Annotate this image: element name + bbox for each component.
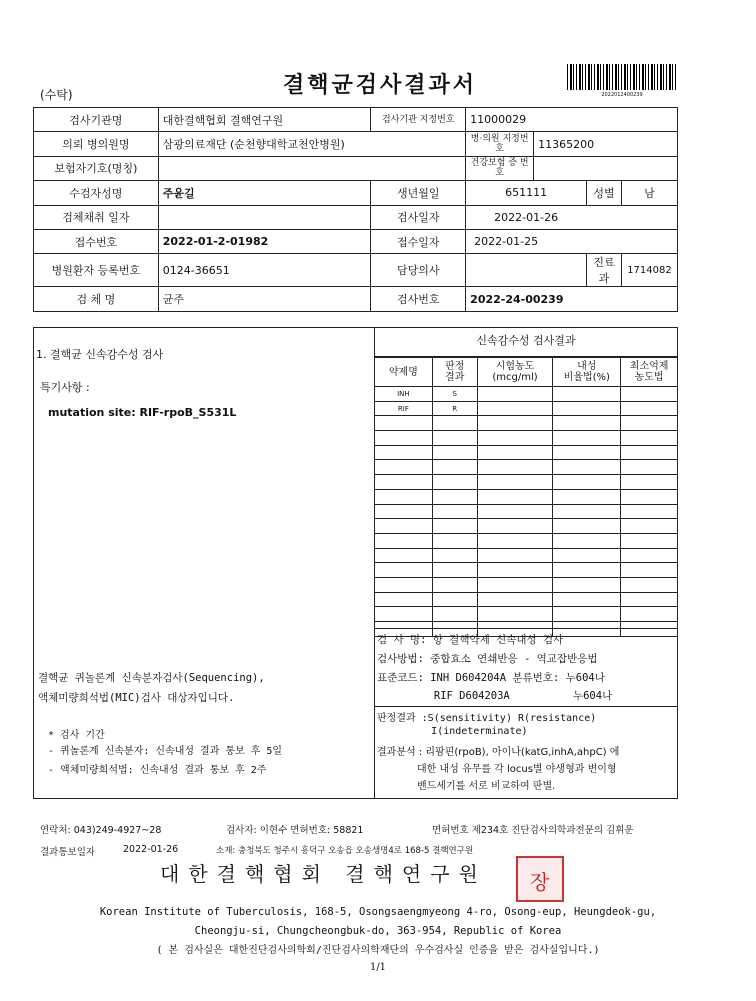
judge-line-2: I(indeterminate) [377, 726, 528, 737]
sens-cell: INH [375, 387, 433, 402]
sex-value: 남 [621, 181, 677, 205]
sens-cell [553, 445, 621, 460]
collect-label: 검체채취 일자 [34, 205, 159, 229]
test-no-label: 검사번호 [371, 287, 466, 311]
sens-cell [477, 475, 553, 490]
sens-cell [621, 445, 678, 460]
sens-cell [432, 577, 477, 592]
sens-cell [477, 416, 553, 431]
sens-cell [432, 607, 477, 622]
analysis-line-1: 결과분석 : 리팜핀(rpoB), 아이나(katG,inhA,ahpC) 에 [377, 747, 620, 758]
sens-cell [553, 563, 621, 578]
sens-cell [621, 592, 678, 607]
specimen-label: 검 체 명 [34, 287, 159, 311]
analysis-line-3: 밴드세기를 서로 비교하여 판별. [417, 781, 556, 792]
test-name: 1. 결핵균 신속감수성 검사 [36, 348, 164, 361]
sens-cell [432, 475, 477, 490]
sens-row [375, 431, 678, 446]
sens-cell [621, 401, 678, 416]
examiner: 검사자: 이현수 면허번호: 58821 [226, 825, 364, 836]
sens-cell [553, 533, 621, 548]
hospital-label: 의뢰 병의원명 [34, 132, 159, 156]
sens-cell [621, 475, 678, 490]
sens-cell [621, 548, 678, 563]
organization-name: 대한결핵협회 결핵연구원 [160, 862, 487, 886]
sens-col-header: 판정 결과 [432, 358, 477, 387]
sens-row [375, 592, 678, 607]
notice-date: 2022-01-26 [123, 844, 179, 855]
lab-no-label: 검사기관 지정번호 [371, 108, 466, 132]
sens-cell [553, 431, 621, 446]
specimen-value: 균주 [158, 287, 371, 311]
period-line-1: - 퀴놀론계 신속분자: 신속내성 결과 통보 후 5일 [48, 746, 283, 757]
sens-cell [432, 592, 477, 607]
mutation-site: mutation site: RIF-rpoB_S531L [48, 406, 237, 419]
sens-cell [553, 548, 621, 563]
sens-cell [432, 416, 477, 431]
sens-cell [477, 401, 553, 416]
sens-row [375, 533, 678, 548]
sens-cell [375, 592, 433, 607]
receipt-no-value: 2022-01-2-01982 [158, 229, 371, 253]
sens-cell [553, 387, 621, 402]
barcode [567, 64, 677, 90]
sens-row [375, 460, 678, 475]
sens-cell [477, 563, 553, 578]
receipt-no-label: 접수번호 [34, 229, 159, 253]
insurer-label: 보험자기호(명칭) [34, 156, 159, 180]
birth-value: 651111 [466, 181, 587, 205]
sens-cell: RIF [375, 401, 433, 416]
sens-cell [432, 519, 477, 534]
sens-cell [432, 445, 477, 460]
sens-cell [432, 533, 477, 548]
sens-row [375, 504, 678, 519]
sens-cell [621, 607, 678, 622]
sens-row [375, 577, 678, 592]
sens-cell [432, 548, 477, 563]
sens-cell [375, 416, 433, 431]
sens-row [375, 489, 678, 504]
judge-line-1: 판정결과 :S(sensitivity) R(resistance) [377, 713, 597, 724]
period-line-2: - 액체미량희석법: 신속내성 결과 통보 후 2주 [48, 765, 267, 776]
sens-cell [477, 504, 553, 519]
note-line-1: 결핵균 퀴놀론계 신속분자검사(Sequencing), [38, 672, 265, 684]
sens-cell [621, 431, 678, 446]
sens-row [375, 548, 678, 563]
hospital-no-label: 병·의원 지정번호 [466, 132, 534, 156]
sens-row [375, 445, 678, 460]
sens-cell [621, 489, 678, 504]
method-test-name: 검 사 명: 항 결핵약제 신속내성 검사 [377, 634, 564, 646]
barcode-number: 2022012400239 [601, 92, 643, 98]
hospital-value: 삼광의료재단 (순천향대학교천안병원) [158, 132, 465, 156]
sens-cell [432, 431, 477, 446]
lab-value: 대한결핵협회 결핵연구원 [158, 108, 371, 132]
notice-date-label: 결과통보일자 [40, 847, 96, 858]
sens-cell [375, 489, 433, 504]
insurer-value [158, 156, 465, 180]
sens-cell [477, 445, 553, 460]
sens-row [375, 401, 678, 416]
sens-row [375, 563, 678, 578]
period-title: * 검사 기간 [48, 730, 105, 741]
sens-cell [375, 519, 433, 534]
sens-cell [477, 431, 553, 446]
sens-cell [621, 533, 678, 548]
address-line-1: Korean Institute of Tuberculosis, 168-5, Osongsaengmyeong 4-ro, Osong-eup, Heungdeok-gu, [99, 906, 657, 918]
doctor-label: 담당의사 [371, 254, 466, 287]
collect-value [158, 205, 371, 229]
method-method: 검사방법: 중합효소 연쇄반응 - 역교잡반응법 [377, 653, 598, 665]
sens-cell: R [432, 401, 477, 416]
sens-cell [375, 533, 433, 548]
sens-cell [621, 460, 678, 475]
sens-cell [375, 607, 433, 622]
sens-cell [553, 489, 621, 504]
sens-cell [621, 387, 678, 402]
test-date-value: 2022-01-26 [466, 205, 678, 229]
chart-no-label: 병원환자 등록번호 [34, 254, 159, 287]
patient-info-table [33, 107, 678, 312]
sens-cell [621, 563, 678, 578]
receipt-date-label: 접수일자 [371, 229, 466, 253]
sensitivity-table [374, 357, 678, 637]
sens-cell [477, 460, 553, 475]
sens-cell [477, 592, 553, 607]
sens-cell [432, 489, 477, 504]
receipt-mark: (수탁) [40, 88, 73, 102]
sens-cell [375, 563, 433, 578]
sens-cell [621, 416, 678, 431]
health-no-value [534, 156, 678, 180]
health-no-label: 건강보험 증 번 호 [466, 156, 534, 180]
page-title: 결핵균검사결과서 [282, 72, 478, 98]
sens-cell [553, 460, 621, 475]
sensitivity-title: 신속감수성 검사결과 [374, 327, 678, 357]
birth-label: 생년월일 [371, 181, 466, 205]
notes-label: 특기사항 : [40, 381, 90, 394]
sens-cell [375, 431, 433, 446]
sens-cell [621, 577, 678, 592]
receipt-date-value: 2022-01-25 [466, 229, 678, 253]
sex-label: 성별 [586, 181, 621, 205]
sens-cell [553, 592, 621, 607]
certification-note: ( 본 검사실은 대한진단검사의학회/진단검사의학재단의 우수검사실 인증을 받은 검사실입니다.) [156, 945, 600, 956]
test-date-label: 검사일자 [371, 205, 466, 229]
official-seal [516, 856, 564, 902]
sens-cell [477, 519, 553, 534]
sens-col-header: 내성 비율법(%) [553, 358, 621, 387]
sens-cell [375, 504, 433, 519]
lab-no-value: 11000029 [466, 108, 678, 132]
sens-cell [553, 607, 621, 622]
sens-cell [621, 504, 678, 519]
sens-cell [375, 475, 433, 490]
sens-cell [375, 548, 433, 563]
contact-phone: 연락처: 043)249-4927~28 [40, 825, 162, 836]
sens-cell [553, 416, 621, 431]
sens-row [375, 387, 678, 402]
sens-cell [553, 401, 621, 416]
method-code-1: 표준코드: INH D604204A 분류번호: 누604나 [377, 672, 605, 684]
patient-label: 수검자성명 [34, 181, 159, 205]
sens-cell [553, 504, 621, 519]
sens-col-header: 시험농도 (mcg/ml) [477, 358, 553, 387]
address-line-2: Cheongju-si, Chungcheongbuk-do, 363-954, Republic of Korea [194, 925, 562, 937]
sens-row [375, 519, 678, 534]
sens-cell [477, 387, 553, 402]
sens-row [375, 607, 678, 622]
sens-row [375, 475, 678, 490]
sens-cell [432, 460, 477, 475]
sens-cell [477, 489, 553, 504]
sens-cell [553, 577, 621, 592]
sens-cell [375, 577, 433, 592]
sens-col-header: 최소억제 농도법 [621, 358, 678, 387]
sens-cell [432, 563, 477, 578]
sens-row [375, 416, 678, 431]
doctor-value [466, 254, 587, 287]
location: 소재: 충청북도 청주시 흥덕구 오송읍 오송생명4로 168-5 결핵연구원 [216, 846, 474, 856]
sens-cell [553, 475, 621, 490]
sens-cell [375, 460, 433, 475]
dept-label: 진료과 [586, 254, 621, 287]
license-info: 면허번호 제234호 진단검사의학과전문의 김휘운 [432, 825, 634, 836]
sens-cell [375, 445, 433, 460]
chart-no-value: 0124-36651 [158, 254, 371, 287]
sens-cell [477, 607, 553, 622]
sens-cell [477, 577, 553, 592]
method-code-2: RIF D604203A 누604나 [377, 690, 613, 702]
sens-cell [432, 504, 477, 519]
hospital-no-value: 11365200 [534, 132, 678, 156]
sens-col-header: 약제명 [375, 358, 433, 387]
method-divider [374, 706, 678, 707]
sens-cell [553, 519, 621, 534]
seal-char: 장 [530, 870, 550, 894]
page-number: 1/1 [369, 962, 387, 973]
sens-cell [477, 548, 553, 563]
sens-cell [477, 533, 553, 548]
note-line-2: 액체미량희석법(MIC)검사 대상자입니다. [38, 692, 235, 704]
lab-label: 검사기관명 [34, 108, 159, 132]
sens-cell [621, 519, 678, 534]
analysis-line-2: 대한 내성 유무를 각 locus별 야생형과 변이형 [417, 764, 617, 775]
dept-value: 1714082 [621, 254, 677, 287]
sens-cell: S [432, 387, 477, 402]
patient-value: 주윤길 [158, 181, 371, 205]
test-no-value: 2022-24-00239 [466, 287, 678, 311]
